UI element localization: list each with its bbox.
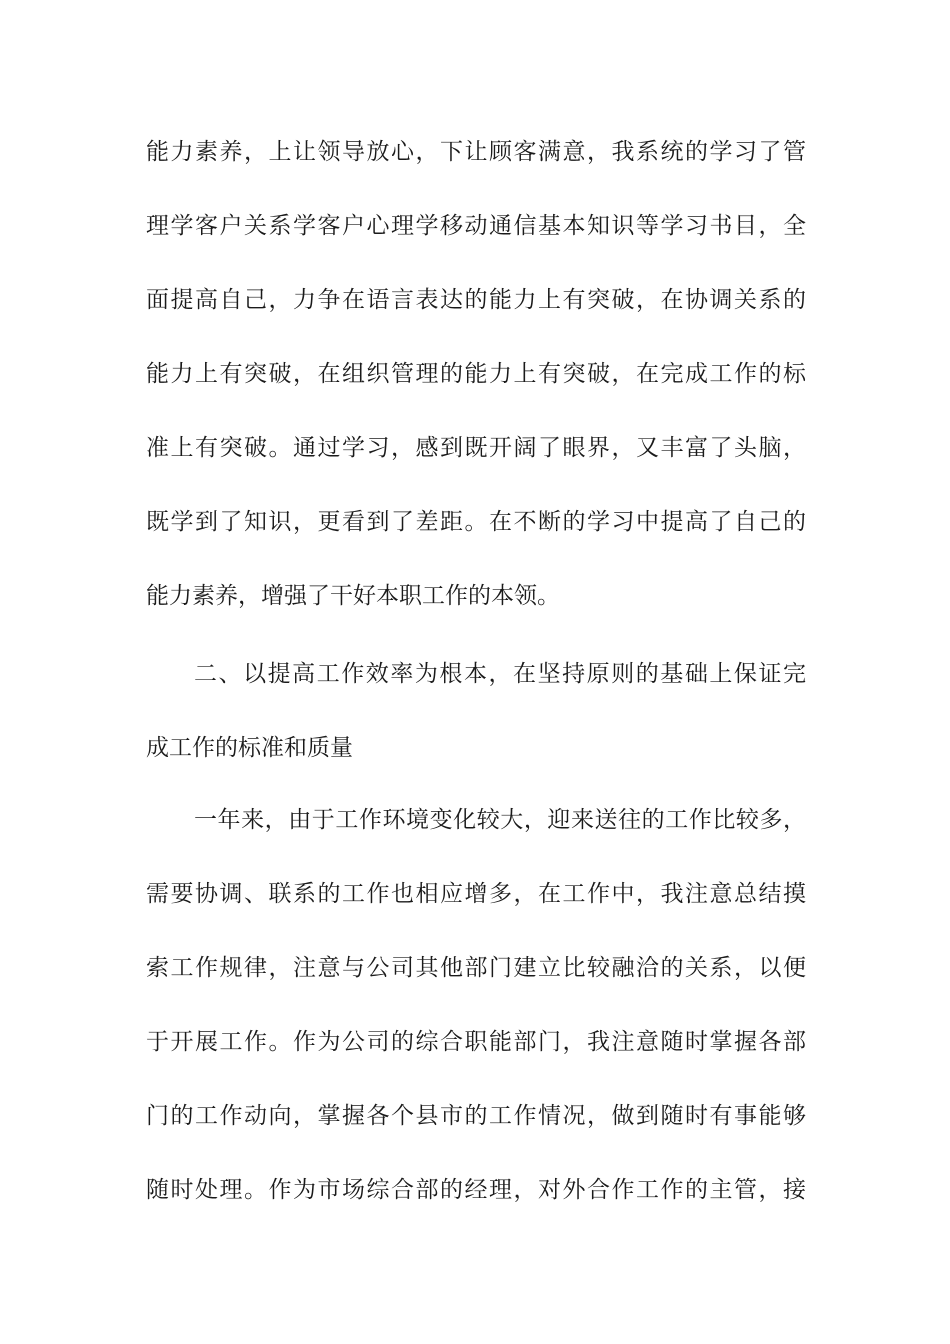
text-line: 一年来，由于工作环境变化较大，迎来送往的工作比较多，	[194, 807, 806, 833]
text-line: 准上有突破。通过学习，感到既开阔了眼界，又丰富了头脑，	[146, 435, 806, 461]
text-line: 面提高自己，力争在语言表达的能力上有突破，在协调关系的	[146, 287, 806, 313]
text-line: 能力素养，增强了干好本职工作的本领。	[146, 583, 560, 609]
text-line: 于开展工作。作为公司的综合职能部门，我注意随时掌握各部	[146, 1029, 806, 1055]
section-heading-line: 成工作的标准和质量	[146, 735, 353, 761]
section-heading-line: 二、以提高工作效率为根本，在坚持原则的基础上保证完	[194, 661, 806, 687]
text-line: 门的工作动向，掌握各个县市的工作情况，做到随时有事能够	[146, 1103, 806, 1129]
text-line: 索工作规律，注意与公司其他部门建立比较融洽的关系，以便	[146, 955, 806, 981]
text-line: 理学客户关系学客户心理学移动通信基本知识等学习书目，全	[146, 213, 806, 239]
text-line: 能力上有突破，在组织管理的能力上有突破，在完成工作的标	[146, 361, 806, 387]
text-line: 既学到了知识，更看到了差距。在不断的学习中提高了自己的	[146, 509, 806, 535]
text-line: 能力素养，上让领导放心，下让顾客满意，我系统的学习了管	[146, 139, 806, 165]
text-line: 随时处理。作为市场综合部的经理，对外合作工作的主管，接	[146, 1177, 806, 1203]
text-line: 需要协调、联系的工作也相应增多，在工作中，我注意总结摸	[146, 881, 806, 907]
